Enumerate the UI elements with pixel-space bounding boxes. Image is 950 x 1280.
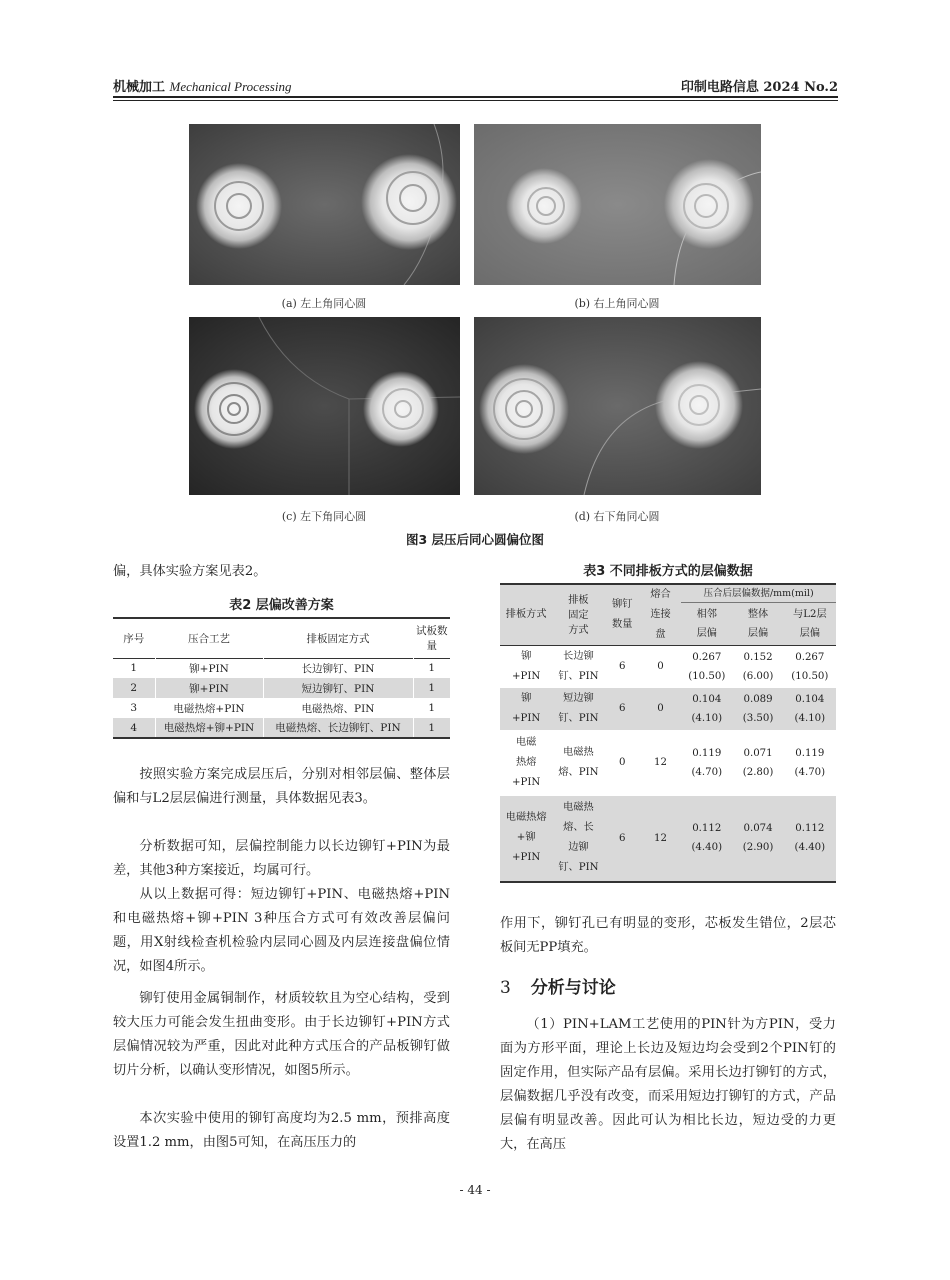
table-row xyxy=(500,796,836,882)
table-row xyxy=(113,698,450,718)
panel-caption-b: (b) 右上角同心圆 xyxy=(574,297,660,310)
paragraph: 从以上数据可得：短边铆钉+PIN、电磁热熔+PIN和电磁热熔+铆+PIN 3种压合方式可有效改善层偏问题，用X射线检查机检验内层同心圆及内层连接盘偏位情况，如图4所示。 xyxy=(113,887,450,974)
table-cell: 1 xyxy=(413,698,450,718)
table3 xyxy=(500,583,836,883)
table-cell: 电磁热熔、长边铆钉、PIN xyxy=(558,802,599,873)
table-cell: 电磁热熔+PIN xyxy=(155,698,263,718)
paragraph-continued: 作用下，铆钉孔已有明显的变形，芯板发生错位，2层芯板间无PP填充。 xyxy=(500,916,836,955)
table-cell: 0.152 (6.00) xyxy=(742,651,774,682)
xray-image-d xyxy=(474,317,761,495)
table-cell: 0.112 (4.40) xyxy=(794,823,826,853)
table-cell: 0 xyxy=(657,661,664,673)
table3-header-cell: 整体层偏 xyxy=(747,608,769,639)
paragraph: 按照实验方案完成层压后，分别对相邻层偏、整体层偏和与L2层层偏进行测量，具体数据见表3。 xyxy=(113,767,450,806)
table2-title: 表2 层偏改善方案 xyxy=(229,598,334,613)
xray-image-b xyxy=(474,124,761,285)
table-cell: 1 xyxy=(413,718,450,738)
table-cell: 0.089 (3.50) xyxy=(742,693,774,724)
table-cell: 0.119 (4.70) xyxy=(691,747,723,778)
table-row xyxy=(113,658,450,678)
table-cell: 0.104 (4.10) xyxy=(691,693,723,724)
panel-caption-a: (a) 左上角同心圆 xyxy=(281,297,367,310)
paragraph: 铆钉使用金属铜制作，材质较软且为空心结构，受到较大压力可能会发生扭曲变形。由于长边铆钉+PIN方式层偏情况较为严重，因此对此种方式压合的产品板铆钉做切片分析，以确认变形情况，如图5所示。 xyxy=(113,991,450,1078)
paragraph: （1）PIN+LAM工艺使用的PIN针为方PIN，受力面为方形平面，理论上长边及短边均会受到2个PIN钉的固定作用，但实际产品有层偏。采用长边打铆钉的方式，层偏数据几乎没有改变，而采用短边打铆钉的方式，产品层偏有明显改善。因此可认为相比长边，短边受的力更大，在高压 xyxy=(500,1017,836,1152)
table-cell: 电磁热熔、PIN xyxy=(558,746,599,778)
table3-header-cell: 相邻层偏 xyxy=(696,608,717,639)
table-cell: 电磁热熔+铆+PIN xyxy=(505,812,547,863)
figure-caption: 图3 层压后同心圆偏位图 xyxy=(405,532,545,547)
section-heading xyxy=(500,973,616,998)
table3-header-cell: 排板方式 xyxy=(505,609,547,620)
figure-panel-d xyxy=(474,317,761,495)
table-cell: 0.104 (4.10) xyxy=(794,693,826,724)
table-cell: 0.112 (4.40) xyxy=(691,823,723,853)
table-cell: 6 xyxy=(618,661,626,673)
figure-panel-c xyxy=(189,317,460,495)
table-cell: 3 xyxy=(130,702,138,714)
running-header xyxy=(113,76,838,96)
paragraph: 分析数据可知，层偏控制能力以长边铆钉+PIN为最差，其他3种方案接近，均属可行。 xyxy=(113,839,450,878)
table2-header-cell: 序号 xyxy=(123,632,145,645)
paragraph: 本次实验中使用的铆钉高度均为2.5 mm，预排高度设置1.2 mm，由图5可知，在高压压力的 xyxy=(113,1111,450,1150)
table-cell: 1 xyxy=(413,658,450,678)
table-cell: 铆+PIN xyxy=(155,678,263,698)
table-cell: 1 xyxy=(130,662,138,675)
table-cell: 长边铆钉、PIN xyxy=(558,650,599,682)
table-cell: 铆+PIN xyxy=(512,650,541,682)
table3-group-header: 压合后层偏数据/mm(mil) xyxy=(681,584,836,602)
table-cell: 0.071 (2.80) xyxy=(742,747,774,778)
xray-image-c xyxy=(189,317,460,495)
table-cell: 0.267 (10.50) xyxy=(791,651,829,682)
table2-header-cell: 试板数量 xyxy=(413,618,450,658)
table-row xyxy=(113,678,450,698)
section-number: 3 xyxy=(500,978,511,998)
table-cell: 铆+PIN xyxy=(512,692,541,724)
table-cell: 电磁热熔、PIN xyxy=(263,698,413,718)
table3-header-cell: 熔合连接盘 xyxy=(650,589,671,640)
table-cell: 12 xyxy=(654,832,667,844)
table-cell: 0.267 (10.50) xyxy=(688,651,726,682)
header-rule-thin xyxy=(113,100,838,101)
table3-header-row xyxy=(500,584,836,602)
table-cell: 电磁热熔、长边铆钉、PIN xyxy=(263,718,413,738)
table-cell: 2 xyxy=(130,682,138,694)
panel-caption-d: (d) 右下角同心圆 xyxy=(574,510,660,523)
table2-header-row xyxy=(113,618,450,658)
table-cell: 12 xyxy=(654,757,667,768)
table-cell: 1 xyxy=(413,678,450,698)
table-cell: 0.119 (4.70) xyxy=(794,747,826,778)
table-cell: 6 xyxy=(618,832,626,844)
table-row xyxy=(500,646,836,688)
table2-header-cell: 压合工艺 xyxy=(155,618,263,658)
table-cell: 6 xyxy=(618,703,626,714)
table3-header-cell: 排板固定方式 xyxy=(568,594,589,636)
table-cell: 电磁热熔+PIN xyxy=(512,736,541,788)
section-title: 分析与讨论 xyxy=(530,978,616,998)
table-cell: 短边铆钉、PIN xyxy=(263,678,413,698)
table-row xyxy=(500,730,836,796)
table3-header-cell: 铆钉数量 xyxy=(612,599,633,630)
table-row xyxy=(113,718,450,738)
journal-issue: 印制电路信息 2024 No.2 xyxy=(680,80,838,95)
table2 xyxy=(113,617,450,739)
table-cell: 铆+PIN xyxy=(155,658,263,678)
table-cell: 0 xyxy=(618,757,626,768)
figure-panel-a xyxy=(189,124,460,285)
header-rule xyxy=(113,96,838,98)
table-row xyxy=(500,688,836,730)
table-cell: 电磁热熔+铆+PIN xyxy=(155,718,263,738)
figure-panel-b xyxy=(474,124,761,285)
section-english: Mechanical Processing xyxy=(169,79,292,94)
panel-caption-c: (c) 左下角同心圆 xyxy=(281,510,367,523)
journal-section: 机械加工 Mechanical Processing xyxy=(113,79,292,95)
table-cell: 短边铆钉、PIN xyxy=(558,692,599,724)
xray-image-a xyxy=(189,124,460,285)
table2-header-cell: 排板固定方式 xyxy=(263,618,413,658)
paragraph-continued: 偏，具体实验方案见表2。 xyxy=(113,564,267,579)
table-cell: 0.074 (2.90) xyxy=(742,823,774,853)
table3-title: 表3 不同排板方式的层偏数据 xyxy=(583,564,753,579)
page-number: - 44 - xyxy=(459,1183,491,1197)
table3-header-cell: 与L2层层偏 xyxy=(793,608,827,639)
table-cell: 0 xyxy=(657,703,664,714)
table-cell: 长边铆钉、PIN xyxy=(263,658,413,678)
table-cell: 4 xyxy=(130,721,138,734)
